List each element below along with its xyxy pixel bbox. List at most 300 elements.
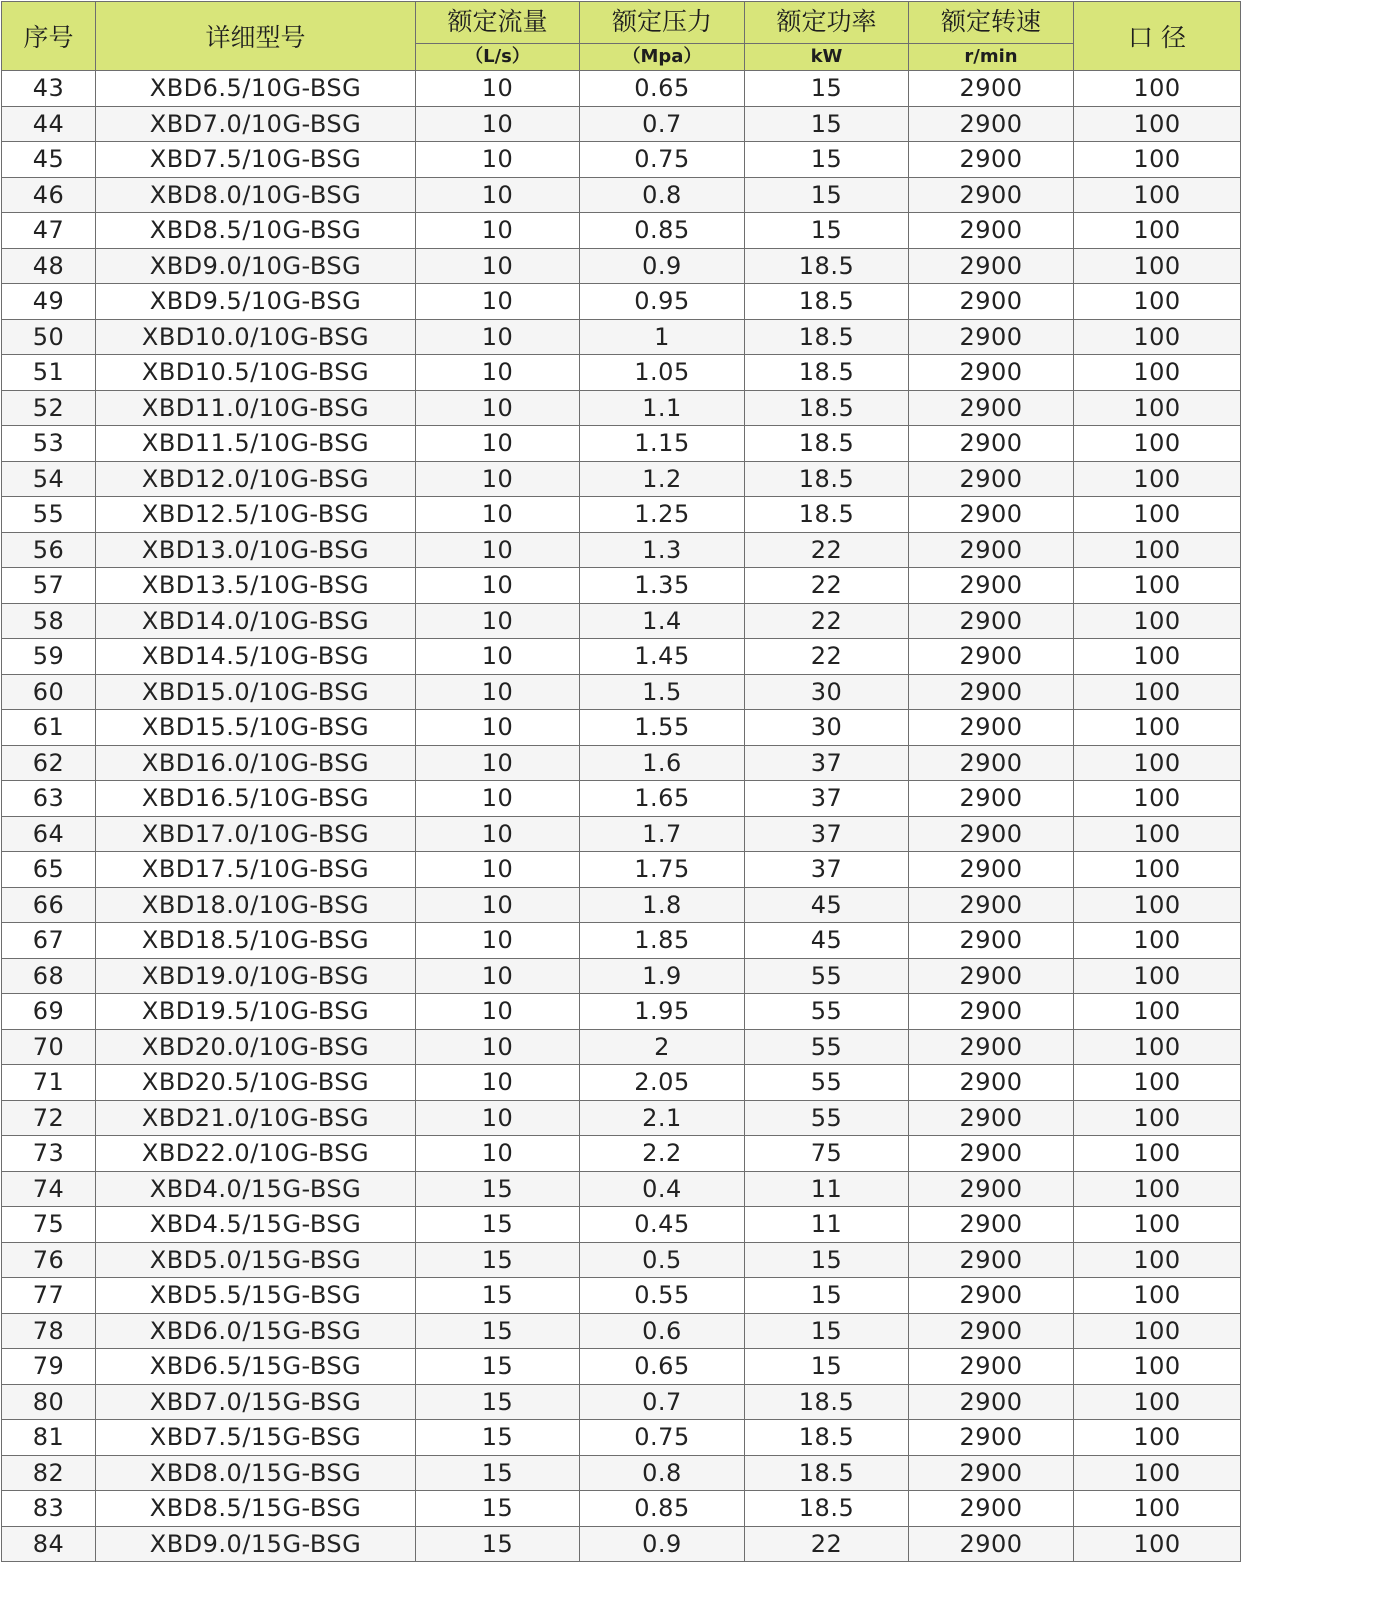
cell-index: 64 — [2, 816, 96, 852]
cell-speed: 2900 — [909, 319, 1074, 355]
cell-model: XBD14.0/10G-BSG — [96, 603, 416, 639]
table-row — [2, 816, 1241, 852]
table-row — [2, 568, 1241, 604]
cell-index: 63 — [2, 781, 96, 817]
header-row-main — [2, 2, 1241, 44]
cell-power: 37 — [745, 745, 909, 781]
cell-flow: 10 — [416, 497, 580, 533]
cell-flow: 15 — [416, 1313, 580, 1349]
cell-pressure: 0.85 — [580, 1491, 745, 1527]
cell-flow: 10 — [416, 390, 580, 426]
table-row — [2, 958, 1241, 994]
cell-diameter: 100 — [1074, 1526, 1241, 1562]
cell-pressure: 1.4 — [580, 603, 745, 639]
cell-pressure: 1.65 — [580, 781, 745, 817]
cell-diameter: 100 — [1074, 1313, 1241, 1349]
cell-index: 77 — [2, 1278, 96, 1314]
cell-speed: 2900 — [909, 284, 1074, 320]
table-row — [2, 1349, 1241, 1385]
cell-speed: 2900 — [909, 142, 1074, 178]
cell-speed: 2900 — [909, 887, 1074, 923]
cell-pressure: 1.15 — [580, 426, 745, 462]
cell-power: 18.5 — [745, 461, 909, 497]
cell-diameter: 100 — [1074, 1065, 1241, 1101]
cell-index: 56 — [2, 532, 96, 568]
cell-model: XBD10.0/10G-BSG — [96, 319, 416, 355]
cell-power: 15 — [745, 213, 909, 249]
cell-pressure: 0.8 — [580, 177, 745, 213]
cell-model: XBD14.5/10G-BSG — [96, 639, 416, 675]
cell-flow: 10 — [416, 852, 580, 888]
cell-diameter: 100 — [1074, 852, 1241, 888]
cell-power: 22 — [745, 639, 909, 675]
cell-diameter: 100 — [1074, 248, 1241, 284]
cell-pressure: 0.9 — [580, 1526, 745, 1562]
cell-model: XBD6.0/15G-BSG — [96, 1313, 416, 1349]
table-row — [2, 1171, 1241, 1207]
cell-diameter: 100 — [1074, 1455, 1241, 1491]
table-row — [2, 1526, 1241, 1562]
cell-flow: 10 — [416, 355, 580, 391]
cell-index: 76 — [2, 1242, 96, 1278]
cell-pressure: 0.8 — [580, 1455, 745, 1491]
cell-diameter: 100 — [1074, 816, 1241, 852]
cell-diameter: 100 — [1074, 355, 1241, 391]
cell-speed: 2900 — [909, 923, 1074, 959]
cell-power: 55 — [745, 1100, 909, 1136]
cell-model: XBD13.5/10G-BSG — [96, 568, 416, 604]
cell-model: XBD4.5/15G-BSG — [96, 1207, 416, 1243]
cell-speed: 2900 — [909, 994, 1074, 1030]
cell-flow: 10 — [416, 958, 580, 994]
cell-diameter: 100 — [1074, 1100, 1241, 1136]
cell-model: XBD20.5/10G-BSG — [96, 1065, 416, 1101]
cell-power: 30 — [745, 710, 909, 746]
cell-model: XBD5.5/15G-BSG — [96, 1278, 416, 1314]
cell-speed: 2900 — [909, 1349, 1074, 1385]
cell-index: 62 — [2, 745, 96, 781]
cell-diameter: 100 — [1074, 497, 1241, 533]
cell-flow: 10 — [416, 710, 580, 746]
cell-index: 43 — [2, 71, 96, 107]
cell-speed: 2900 — [909, 1207, 1074, 1243]
cell-model: XBD8.5/15G-BSG — [96, 1491, 416, 1527]
cell-flow: 15 — [416, 1207, 580, 1243]
cell-power: 18.5 — [745, 1420, 909, 1456]
cell-model: XBD6.5/15G-BSG — [96, 1349, 416, 1385]
header-power: 额定功率 — [745, 2, 909, 44]
table-row — [2, 106, 1241, 142]
cell-flow: 10 — [416, 568, 580, 604]
cell-diameter: 100 — [1074, 1242, 1241, 1278]
cell-flow: 10 — [416, 284, 580, 320]
table-row — [2, 1420, 1241, 1456]
cell-diameter: 100 — [1074, 213, 1241, 249]
cell-model: XBD6.5/10G-BSG — [96, 71, 416, 107]
cell-speed: 2900 — [909, 603, 1074, 639]
table-row — [2, 745, 1241, 781]
cell-speed: 2900 — [909, 71, 1074, 107]
cell-index: 44 — [2, 106, 96, 142]
cell-pressure: 1 — [580, 319, 745, 355]
cell-flow: 10 — [416, 674, 580, 710]
cell-model: XBD7.0/10G-BSG — [96, 106, 416, 142]
cell-flow: 15 — [416, 1526, 580, 1562]
cell-model: XBD18.0/10G-BSG — [96, 887, 416, 923]
cell-pressure: 1.2 — [580, 461, 745, 497]
cell-power: 30 — [745, 674, 909, 710]
header-pressure-unit: （Mpa） — [580, 43, 745, 70]
cell-flow: 10 — [416, 213, 580, 249]
cell-speed: 2900 — [909, 1100, 1074, 1136]
cell-speed: 2900 — [909, 532, 1074, 568]
table-body — [2, 71, 1241, 1562]
table-row — [2, 497, 1241, 533]
cell-speed: 2900 — [909, 1278, 1074, 1314]
cell-index: 81 — [2, 1420, 96, 1456]
cell-flow: 10 — [416, 142, 580, 178]
pump-spec-table — [1, 1, 1241, 1562]
table-row — [2, 1136, 1241, 1172]
cell-power: 11 — [745, 1207, 909, 1243]
cell-power: 15 — [745, 1278, 909, 1314]
cell-flow: 10 — [416, 1065, 580, 1101]
table-row — [2, 248, 1241, 284]
cell-diameter: 100 — [1074, 390, 1241, 426]
cell-flow: 10 — [416, 319, 580, 355]
cell-pressure: 0.55 — [580, 1278, 745, 1314]
cell-pressure: 0.95 — [580, 284, 745, 320]
cell-model: XBD8.5/10G-BSG — [96, 213, 416, 249]
cell-model: XBD19.0/10G-BSG — [96, 958, 416, 994]
cell-pressure: 0.75 — [580, 142, 745, 178]
cell-power: 11 — [745, 1171, 909, 1207]
cell-power: 18.5 — [745, 1384, 909, 1420]
table-row — [2, 852, 1241, 888]
cell-speed: 2900 — [909, 1526, 1074, 1562]
cell-index: 57 — [2, 568, 96, 604]
cell-pressure: 0.65 — [580, 1349, 745, 1385]
cell-diameter: 100 — [1074, 1207, 1241, 1243]
cell-diameter: 100 — [1074, 426, 1241, 462]
cell-diameter: 100 — [1074, 71, 1241, 107]
cell-pressure: 1.6 — [580, 745, 745, 781]
cell-index: 52 — [2, 390, 96, 426]
cell-model: XBD11.0/10G-BSG — [96, 390, 416, 426]
cell-power: 75 — [745, 1136, 909, 1172]
cell-index: 82 — [2, 1455, 96, 1491]
cell-speed: 2900 — [909, 177, 1074, 213]
cell-flow: 15 — [416, 1171, 580, 1207]
cell-diameter: 100 — [1074, 674, 1241, 710]
cell-pressure: 0.4 — [580, 1171, 745, 1207]
table-row — [2, 1207, 1241, 1243]
cell-index: 54 — [2, 461, 96, 497]
cell-power: 18.5 — [745, 355, 909, 391]
cell-index: 69 — [2, 994, 96, 1030]
cell-speed: 2900 — [909, 958, 1074, 994]
cell-index: 71 — [2, 1065, 96, 1101]
cell-pressure: 0.7 — [580, 106, 745, 142]
cell-index: 75 — [2, 1207, 96, 1243]
cell-speed: 2900 — [909, 816, 1074, 852]
cell-flow: 10 — [416, 745, 580, 781]
cell-power: 15 — [745, 1313, 909, 1349]
cell-index: 46 — [2, 177, 96, 213]
cell-speed: 2900 — [909, 461, 1074, 497]
cell-power: 15 — [745, 106, 909, 142]
table-row — [2, 1100, 1241, 1136]
cell-diameter: 100 — [1074, 994, 1241, 1030]
cell-pressure: 1.5 — [580, 674, 745, 710]
table-row — [2, 1384, 1241, 1420]
cell-index: 70 — [2, 1029, 96, 1065]
header-diameter: 口 径 — [1074, 2, 1241, 71]
cell-model: XBD7.0/15G-BSG — [96, 1384, 416, 1420]
cell-index: 61 — [2, 710, 96, 746]
cell-flow: 10 — [416, 994, 580, 1030]
table-row — [2, 603, 1241, 639]
cell-speed: 2900 — [909, 390, 1074, 426]
cell-power: 55 — [745, 994, 909, 1030]
table-row — [2, 781, 1241, 817]
cell-power: 18.5 — [745, 1455, 909, 1491]
header-flow-unit: （L/s） — [416, 43, 580, 70]
cell-speed: 2900 — [909, 106, 1074, 142]
cell-pressure: 2.05 — [580, 1065, 745, 1101]
cell-speed: 2900 — [909, 1491, 1074, 1527]
cell-power: 55 — [745, 958, 909, 994]
table-row — [2, 426, 1241, 462]
cell-index: 74 — [2, 1171, 96, 1207]
cell-pressure: 0.7 — [580, 1384, 745, 1420]
cell-power: 45 — [745, 887, 909, 923]
cell-model: XBD7.5/10G-BSG — [96, 142, 416, 178]
cell-pressure: 1.3 — [580, 532, 745, 568]
cell-power: 37 — [745, 852, 909, 888]
cell-pressure: 1.05 — [580, 355, 745, 391]
cell-model: XBD12.0/10G-BSG — [96, 461, 416, 497]
cell-power: 18.5 — [745, 497, 909, 533]
cell-diameter: 100 — [1074, 1491, 1241, 1527]
cell-diameter: 100 — [1074, 1349, 1241, 1385]
cell-model: XBD16.5/10G-BSG — [96, 781, 416, 817]
table-row — [2, 1313, 1241, 1349]
cell-diameter: 100 — [1074, 1420, 1241, 1456]
cell-index: 53 — [2, 426, 96, 462]
cell-pressure: 0.85 — [580, 213, 745, 249]
cell-speed: 2900 — [909, 213, 1074, 249]
cell-power: 15 — [745, 71, 909, 107]
cell-index: 47 — [2, 213, 96, 249]
cell-pressure: 0.6 — [580, 1313, 745, 1349]
table-row — [2, 142, 1241, 178]
cell-pressure: 1.9 — [580, 958, 745, 994]
cell-diameter: 100 — [1074, 603, 1241, 639]
cell-speed: 2900 — [909, 1455, 1074, 1491]
cell-flow: 15 — [416, 1491, 580, 1527]
cell-flow: 10 — [416, 603, 580, 639]
cell-diameter: 100 — [1074, 710, 1241, 746]
table-row — [2, 1491, 1241, 1527]
cell-index: 67 — [2, 923, 96, 959]
header-index: 序号 — [2, 2, 96, 71]
cell-power: 15 — [745, 1349, 909, 1385]
cell-power: 18.5 — [745, 1491, 909, 1527]
cell-power: 45 — [745, 923, 909, 959]
cell-model: XBD17.5/10G-BSG — [96, 852, 416, 888]
table-row — [2, 319, 1241, 355]
cell-speed: 2900 — [909, 710, 1074, 746]
table-row — [2, 532, 1241, 568]
cell-index: 50 — [2, 319, 96, 355]
cell-index: 59 — [2, 639, 96, 675]
cell-index: 55 — [2, 497, 96, 533]
cell-index: 80 — [2, 1384, 96, 1420]
cell-model: XBD17.0/10G-BSG — [96, 816, 416, 852]
table-row — [2, 390, 1241, 426]
cell-speed: 2900 — [909, 674, 1074, 710]
cell-index: 60 — [2, 674, 96, 710]
cell-pressure: 1.8 — [580, 887, 745, 923]
cell-diameter: 100 — [1074, 958, 1241, 994]
cell-diameter: 100 — [1074, 284, 1241, 320]
cell-diameter: 100 — [1074, 639, 1241, 675]
cell-model: XBD16.0/10G-BSG — [96, 745, 416, 781]
cell-flow: 10 — [416, 816, 580, 852]
cell-diameter: 100 — [1074, 532, 1241, 568]
cell-flow: 10 — [416, 177, 580, 213]
cell-flow: 10 — [416, 71, 580, 107]
cell-index: 72 — [2, 1100, 96, 1136]
cell-diameter: 100 — [1074, 1171, 1241, 1207]
cell-diameter: 100 — [1074, 887, 1241, 923]
cell-speed: 2900 — [909, 426, 1074, 462]
cell-model: XBD5.0/15G-BSG — [96, 1242, 416, 1278]
cell-power: 37 — [745, 781, 909, 817]
cell-pressure: 1.1 — [580, 390, 745, 426]
cell-index: 58 — [2, 603, 96, 639]
cell-power: 37 — [745, 816, 909, 852]
cell-power: 15 — [745, 177, 909, 213]
cell-flow: 15 — [416, 1278, 580, 1314]
cell-model: XBD12.5/10G-BSG — [96, 497, 416, 533]
cell-speed: 2900 — [909, 745, 1074, 781]
cell-power: 18.5 — [745, 426, 909, 462]
cell-speed: 2900 — [909, 1242, 1074, 1278]
cell-diameter: 100 — [1074, 745, 1241, 781]
cell-index: 68 — [2, 958, 96, 994]
table-row — [2, 710, 1241, 746]
header-speed: 额定转速 — [909, 2, 1074, 44]
cell-flow: 15 — [416, 1242, 580, 1278]
cell-diameter: 100 — [1074, 461, 1241, 497]
cell-model: XBD8.0/15G-BSG — [96, 1455, 416, 1491]
cell-pressure: 1.95 — [580, 994, 745, 1030]
cell-pressure: 1.7 — [580, 816, 745, 852]
cell-flow: 10 — [416, 532, 580, 568]
cell-index: 84 — [2, 1526, 96, 1562]
table-header — [2, 2, 1241, 71]
table-row — [2, 461, 1241, 497]
cell-model: XBD4.0/15G-BSG — [96, 1171, 416, 1207]
cell-power: 18.5 — [745, 248, 909, 284]
cell-power: 15 — [745, 1242, 909, 1278]
table-row — [2, 994, 1241, 1030]
cell-flow: 10 — [416, 248, 580, 284]
cell-index: 78 — [2, 1313, 96, 1349]
cell-power: 55 — [745, 1029, 909, 1065]
cell-pressure: 1.85 — [580, 923, 745, 959]
cell-power: 22 — [745, 603, 909, 639]
cell-model: XBD7.5/15G-BSG — [96, 1420, 416, 1456]
cell-model: XBD15.5/10G-BSG — [96, 710, 416, 746]
cell-power: 15 — [745, 142, 909, 178]
cell-speed: 2900 — [909, 1136, 1074, 1172]
cell-power: 18.5 — [745, 319, 909, 355]
cell-speed: 2900 — [909, 639, 1074, 675]
cell-diameter: 100 — [1074, 1278, 1241, 1314]
cell-flow: 10 — [416, 1100, 580, 1136]
cell-power: 22 — [745, 532, 909, 568]
header-model: 详细型号 — [96, 2, 416, 71]
cell-pressure: 1.35 — [580, 568, 745, 604]
cell-speed: 2900 — [909, 852, 1074, 888]
cell-model: XBD19.5/10G-BSG — [96, 994, 416, 1030]
cell-flow: 10 — [416, 1136, 580, 1172]
cell-pressure: 0.65 — [580, 71, 745, 107]
cell-diameter: 100 — [1074, 923, 1241, 959]
cell-pressure: 2 — [580, 1029, 745, 1065]
cell-model: XBD11.5/10G-BSG — [96, 426, 416, 462]
table-row — [2, 674, 1241, 710]
cell-speed: 2900 — [909, 355, 1074, 391]
cell-speed: 2900 — [909, 1313, 1074, 1349]
cell-speed: 2900 — [909, 1384, 1074, 1420]
cell-flow: 10 — [416, 639, 580, 675]
table-row — [2, 1278, 1241, 1314]
cell-flow: 10 — [416, 106, 580, 142]
cell-pressure: 0.9 — [580, 248, 745, 284]
cell-pressure: 0.45 — [580, 1207, 745, 1243]
cell-speed: 2900 — [909, 568, 1074, 604]
cell-pressure: 2.1 — [580, 1100, 745, 1136]
table-row — [2, 887, 1241, 923]
header-speed-unit: r/min — [909, 43, 1074, 70]
cell-index: 65 — [2, 852, 96, 888]
cell-speed: 2900 — [909, 497, 1074, 533]
cell-pressure: 0.5 — [580, 1242, 745, 1278]
table-row — [2, 284, 1241, 320]
cell-index: 45 — [2, 142, 96, 178]
cell-model: XBD22.0/10G-BSG — [96, 1136, 416, 1172]
cell-diameter: 100 — [1074, 142, 1241, 178]
cell-flow: 15 — [416, 1455, 580, 1491]
cell-pressure: 1.55 — [580, 710, 745, 746]
cell-diameter: 100 — [1074, 1029, 1241, 1065]
cell-index: 49 — [2, 284, 96, 320]
table-row — [2, 177, 1241, 213]
header-pressure: 额定压力 — [580, 2, 745, 44]
table-row — [2, 71, 1241, 107]
cell-flow: 15 — [416, 1420, 580, 1456]
cell-model: XBD9.5/10G-BSG — [96, 284, 416, 320]
cell-diameter: 100 — [1074, 1136, 1241, 1172]
cell-index: 79 — [2, 1349, 96, 1385]
cell-flow: 10 — [416, 781, 580, 817]
cell-pressure: 1.45 — [580, 639, 745, 675]
cell-diameter: 100 — [1074, 106, 1241, 142]
